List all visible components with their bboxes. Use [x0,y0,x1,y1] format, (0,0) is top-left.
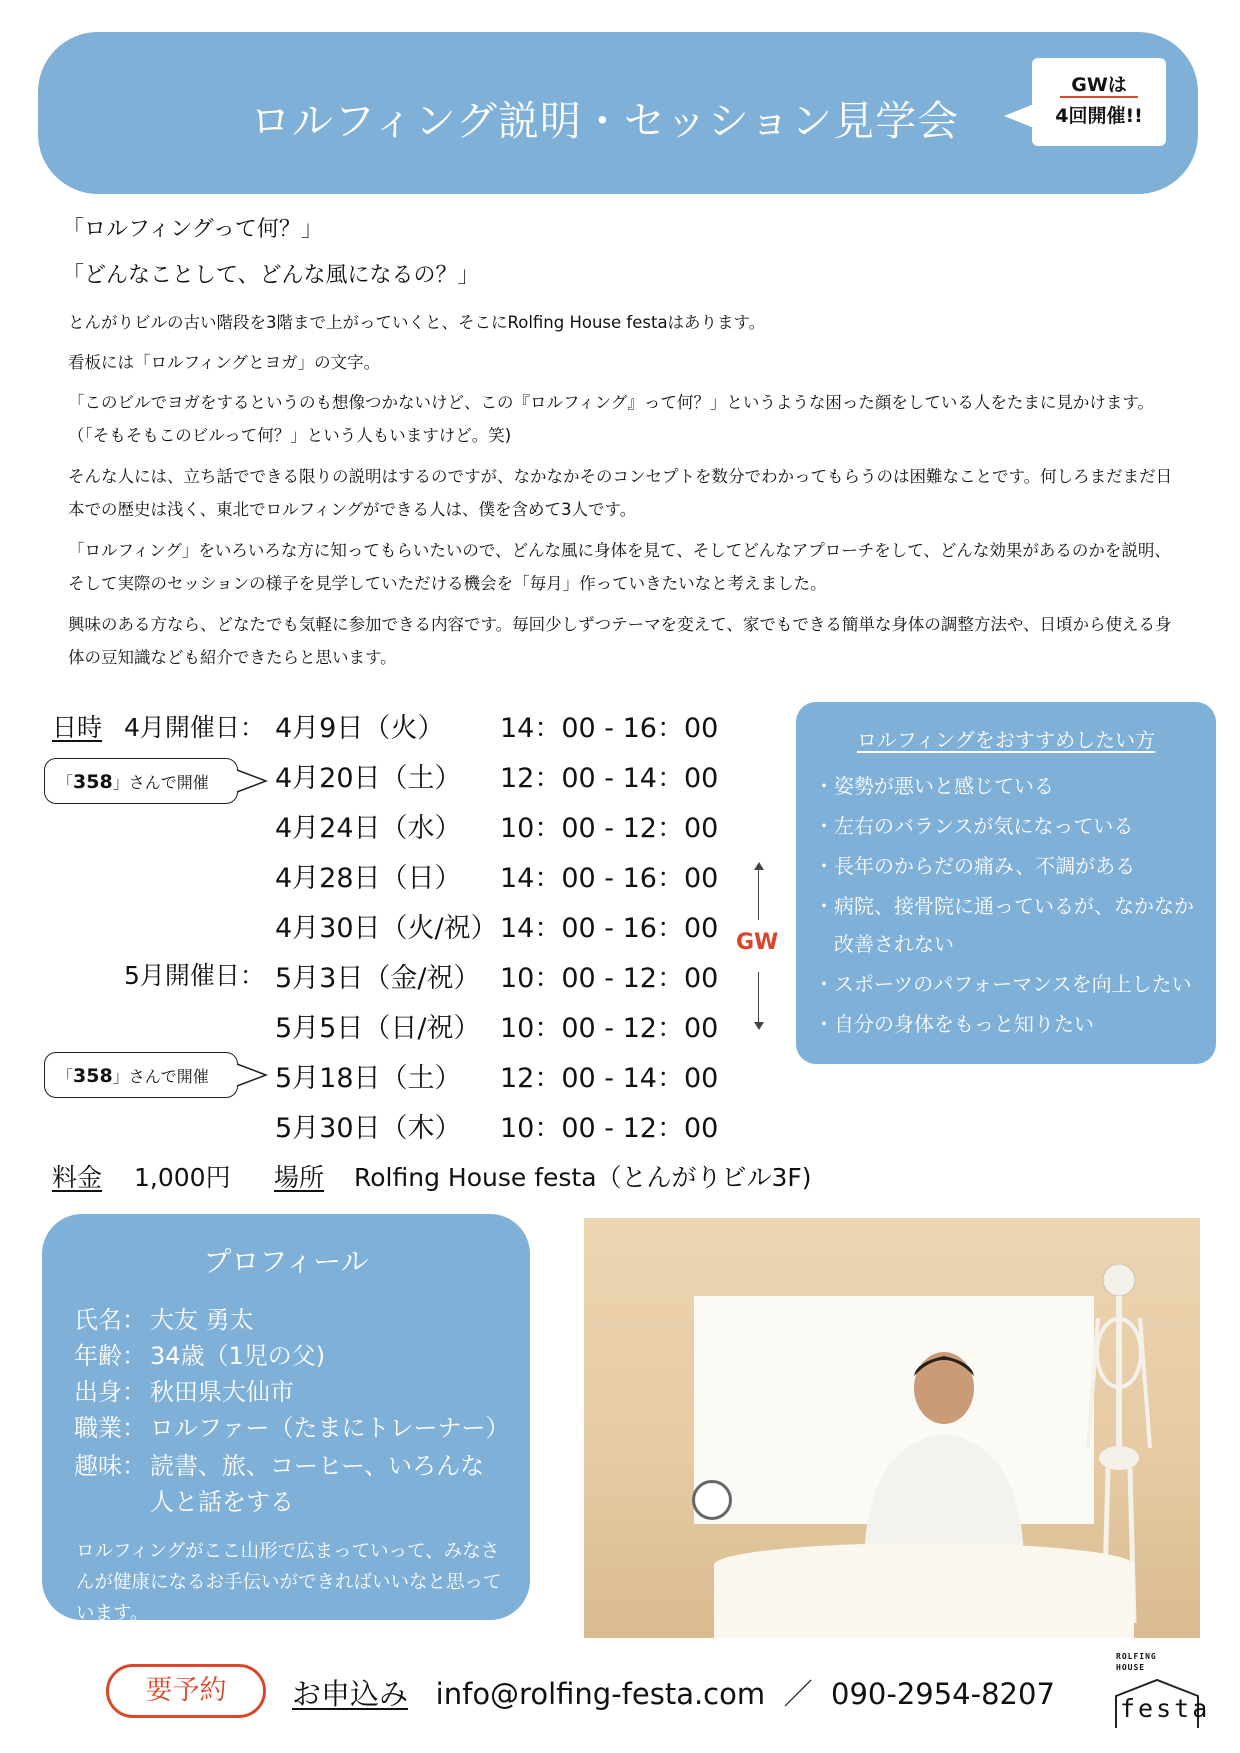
gw-callout-line2: 4回開催!! [1055,105,1143,127]
clock-icon [692,1480,732,1520]
recommend-item: ・病院、接骨院に通っているが、なかなか [814,894,1194,918]
schedule-date: 4月9日（火） [275,713,445,744]
venue-callout-tail [236,764,270,800]
gw-callout [1032,58,1166,146]
schedule-time: 12：00 - 14：00 [500,763,719,794]
festa-logo [1112,1652,1211,1732]
profile-row [74,1408,510,1443]
intro-paragraph: 「ロルフィング」をいろいろな方に知ってもらいたいので、どんな風に身体を見て、そしてどんなアプローチをして、どんな効果があるのかを説明、そして実際のセッションの様子を見学していただける機会を「毎月」作っていきたいなと考えました。 [68,541,1171,593]
schedule-time: 10：00 - 12：00 [500,963,719,994]
recommend-panel [796,702,1216,1064]
recommend-item: 改善されない [814,932,954,956]
profile-value: 読書、旅、コーヒー、いろんな [150,1452,485,1480]
intro-paragraph: とんがりビルの古い階段を3階まで上がっていくと、そこにRolfing House festaはあります。 [68,313,766,332]
recommend-title: ロルフィングをおすすめしたい方 [856,728,1156,752]
contact-email[interactable]: info@rolfing-festa.com [435,1677,766,1711]
venue-callout-name: 358 [73,1065,113,1087]
venue-callout-tail [236,1058,270,1094]
recommend-item: ・長年のからだの痛み、不調がある [814,854,1136,878]
venue-callout-name: 358 [73,771,113,793]
recommend-item: ・姿勢が悪いと感じている [814,774,1054,798]
schedule-date: 4月30日（火/祝） [275,913,498,944]
contact-line [292,1672,1055,1713]
schedule-time: 12：00 - 14：00 [500,1063,719,1094]
intro-paragraph: 興味のある方なら、どなたでも気軽に参加できる内容です。毎回少しずつテーマを変えて、家でもできる簡単な身体の調整方法や、日頃から使える身体の豆知識なども紹介できたらと思います。 [68,615,1172,667]
schedule-date: 5月5日（日/祝） [275,1013,481,1044]
page-title: ロルフィング説明・セッション見学会 [250,97,960,145]
profile-label: 出身： [74,1378,146,1406]
profile-value: ロルファー（たまにトレーナー） [150,1414,510,1442]
intro-paragraph: そんな人には、立ち話でできる限りの説明はするのですが、なかなかそのコンセプトを数分でわかってもらうのは困難なことです。何しろまだまだ日本での歴史は浅く、東北でロルフィングができる人は、僕を含めて3人です。 [68,467,1173,519]
venue-callout-suffix: 」さんで開催 [112,773,209,792]
profile-row [74,1446,485,1481]
gw-arrow-line [758,972,759,1024]
instructor-photo [584,1218,1200,1638]
profile-panel [42,1214,530,1624]
schedule-time: 10：00 - 12：00 [500,813,719,844]
profile-row [74,1300,254,1335]
gw-mark: GW [736,930,779,955]
intro-question-1: 「ロルフィングって何？」 [62,217,323,242]
schedule-time: 14：00 - 16：00 [500,863,719,894]
schedule-time: 14：00 - 16：00 [500,713,719,744]
contact-phone[interactable]: 090-2954-8207 [831,1677,1055,1711]
fee-label: 料金 [52,1163,103,1192]
logo-line2: HOUSE [1116,1663,1146,1672]
schedule-date: 4月24日（水） [275,813,462,844]
schedule-date: 5月18日（土） [275,1063,462,1094]
profile-value: 人と話をする [150,1488,294,1516]
gw-callout-underline [1060,96,1138,98]
recommend-item: ・自分の身体をもっと知りたい [814,1012,1094,1036]
profile-row [74,1372,294,1407]
profile-label: 趣味： [74,1452,146,1480]
apply-label: お申込み [292,1677,409,1711]
venue-callout-suffix: 」さんで開催 [112,1067,209,1086]
profile-title: プロフィール [203,1245,369,1278]
place-value: Rolfing House festa（とんがりビル3F) [354,1163,812,1192]
reservation-required-badge: 要予約 [106,1664,266,1718]
schedule-time: 10：00 - 12：00 [500,1113,719,1144]
schedule-date: 4月28日（日） [275,863,462,894]
profile-label: 氏名： [74,1306,146,1334]
gw-arrow-down-icon [754,1022,764,1030]
place-label: 場所 [274,1163,325,1192]
profile-row [74,1336,326,1371]
schedule-time: 14：00 - 16：00 [500,913,719,944]
gw-arrow-up-icon [754,862,764,870]
venue-callout [44,1052,238,1098]
intro-paragraph: 看板には「ロルフィングとヨガ」の文字。 [68,353,381,372]
instructor-figure [844,1348,1044,1558]
schedule-date: 4月20日（土） [275,763,462,794]
schedule-label: 日時 [52,713,103,742]
schedule-date: 5月3日（金/祝） [275,963,481,994]
profile-message: ロルフィングがここ山形で広まっていって、みなさんが健康になるお手伝いができればいいなと思っています。 [76,1541,502,1624]
recommend-item: ・左右のバランスが気になっている [814,814,1134,838]
may-label: 5月開催日： [124,961,265,990]
intro-question-2: 「どんなことして、どんな風になるの？」 [62,263,480,288]
treatment-table [714,1543,1134,1638]
profile-value: 34歳（1児の父) [150,1342,326,1370]
profile-label: 年齢： [74,1342,146,1370]
venue-callout-prefix: 「 [57,773,74,792]
april-label: 4月開催日： [124,713,265,742]
profile-value: 秋田県大仙市 [150,1378,294,1406]
intro-paragraph: 「このビルでヨガをするというのも想像つかないけど、この『ロルフィング』って何？」というような困った顔をしている人をたまに見かけます。（「そもそもこのビルって何？」という人もいますけど。笑) [68,393,1155,445]
gw-callout-tail [1004,104,1034,128]
schedule-date: 5月30日（木） [275,1113,462,1144]
profile-label: 職業： [74,1414,146,1442]
gw-callout-line1: GWは [1071,74,1127,96]
gw-arrow-line [758,868,759,920]
venue-callout-prefix: 「 [57,1067,74,1086]
profile-value: 大友 勇太 [150,1306,254,1334]
logo-word: festa [1120,1694,1211,1723]
venue-callout [44,758,238,804]
fee-value: 1,000円 [134,1163,231,1192]
contact-separator: ／ [783,1677,813,1711]
schedule-time: 10：00 - 12：00 [500,1013,719,1044]
recommend-item: ・スポーツのパフォーマンスを向上したい [814,972,1192,996]
logo-line1: ROLFING [1116,1652,1157,1661]
